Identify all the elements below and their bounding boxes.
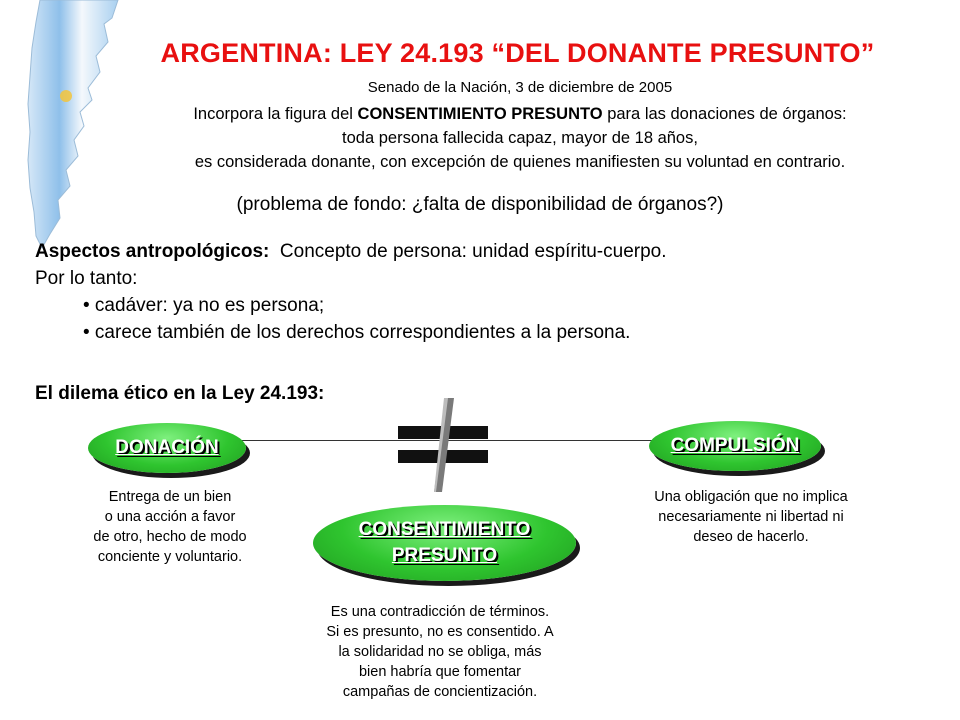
intro-line-1-bold: CONSENTIMIENTO PRESUNTO bbox=[357, 105, 603, 123]
bullet-item: • cadáver: ya no es persona; bbox=[83, 295, 325, 316]
bullet-item: • carece también de los derechos correspondientes a la persona. bbox=[83, 322, 631, 343]
desc-line: Es una contradicción de términos. bbox=[330, 604, 550, 620]
therefore-text: Por lo tanto: bbox=[35, 268, 138, 289]
desc-line: Una obligación que no implica bbox=[654, 489, 848, 505]
consentimiento-pill bbox=[313, 505, 576, 581]
desc-line: campañas de concientización. bbox=[342, 684, 538, 700]
subtitle: Senado de la Nación, 3 de diciembre de 2005 bbox=[367, 79, 673, 96]
consentimiento-label-1: CONSENTIMIENTO bbox=[358, 519, 531, 540]
desc-line: bien habría que fomentar bbox=[358, 664, 522, 680]
intro-line-1-post: para las donaciones de órganos: bbox=[602, 105, 847, 123]
consentimiento-description bbox=[270, 602, 610, 702]
anthropology-concept: Concepto de persona: unidad espíritu-cuerpo. bbox=[269, 241, 667, 262]
intro-line-1 bbox=[85, 102, 955, 126]
anthropology-label: Aspectos antropológicos: bbox=[35, 241, 270, 262]
consentimiento-label-2: PRESUNTO bbox=[391, 545, 498, 566]
desc-line: necesariamente ni libertad ni bbox=[658, 509, 844, 525]
desc-line: deseo de hacerlo. bbox=[693, 529, 809, 545]
desc-line: conciente y voluntario. bbox=[97, 549, 243, 565]
compulsion-pill bbox=[649, 421, 821, 471]
desc-line: de otro, hecho de modo bbox=[93, 529, 247, 545]
anthropology-row bbox=[35, 238, 667, 265]
dilemma-title: El dilema ético en la Ley 24.193: bbox=[35, 383, 325, 404]
donacion-description bbox=[40, 487, 300, 567]
desc-line: o una acción a favor bbox=[104, 509, 236, 525]
intro-line-2: toda persona fallecida capaz, mayor de 18 años, bbox=[342, 129, 698, 147]
desc-line: Si es presunto, no es consentido. A bbox=[326, 624, 554, 640]
intro-text bbox=[85, 102, 955, 174]
problem-statement: (problema de fondo: ¿falta de disponibilidad de órganos?) bbox=[236, 194, 724, 215]
donacion-label: DONACIÓN bbox=[115, 437, 219, 458]
intro-line-1-pre: Incorpora la figura del bbox=[193, 105, 358, 123]
page-title: ARGENTINA: LEY 24.193 “DEL DONANTE PRESUNTO” bbox=[160, 38, 875, 68]
desc-line: la solidaridad no se obliga, más bbox=[338, 644, 542, 660]
anthropology-section bbox=[35, 238, 667, 346]
desc-line: Entrega de un bien bbox=[108, 489, 232, 505]
not-equal-icon bbox=[392, 398, 492, 494]
intro-line-3: es considerada donante, con excepción de quienes manifiesten su voluntad en contrario. bbox=[194, 153, 846, 171]
compulsion-description bbox=[606, 487, 896, 547]
donacion-pill bbox=[88, 423, 246, 473]
compulsion-label: COMPULSIÓN bbox=[670, 435, 800, 456]
